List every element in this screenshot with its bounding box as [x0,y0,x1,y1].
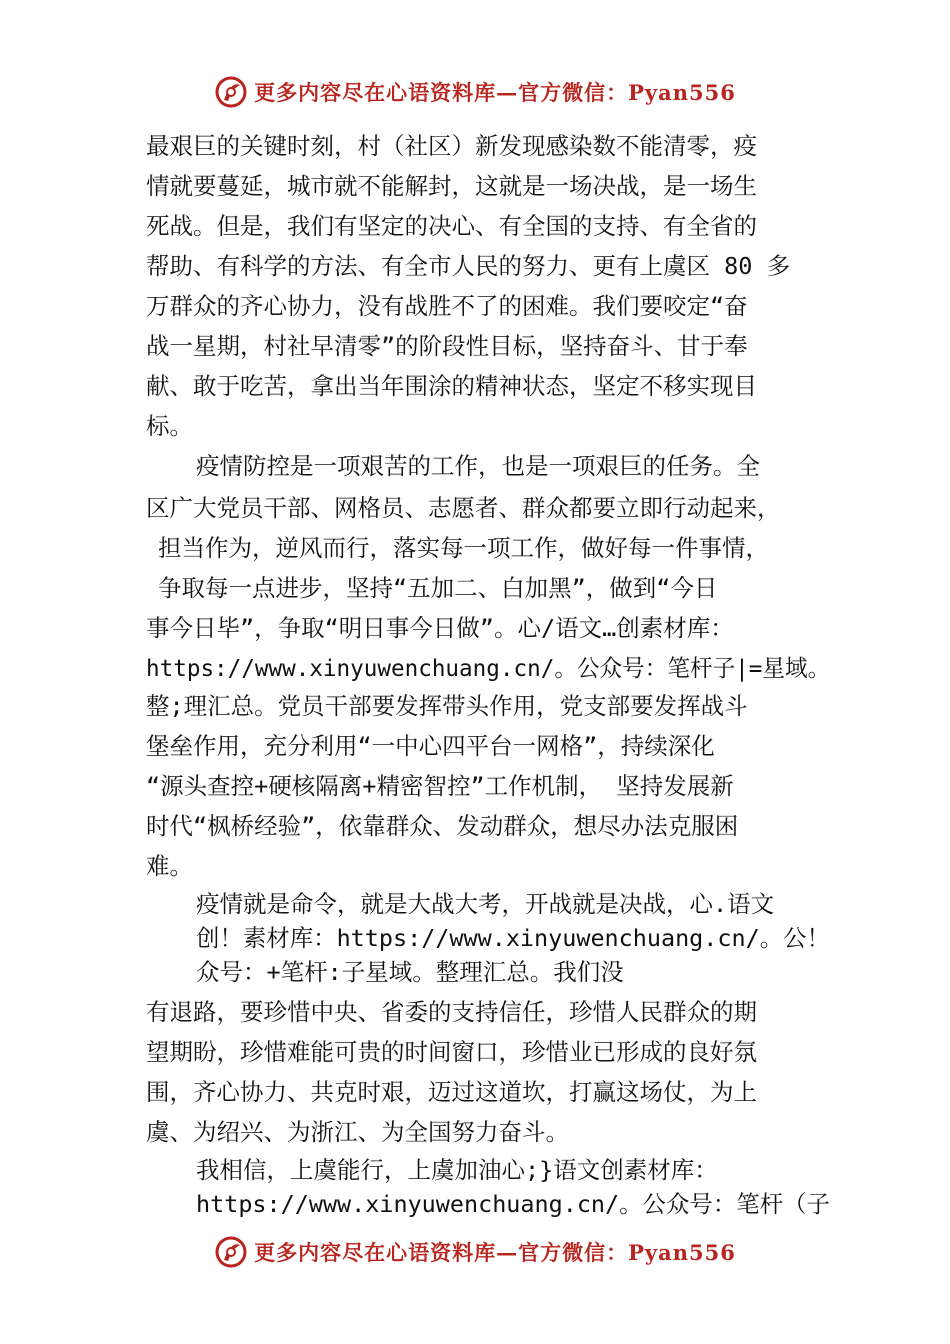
text-line: 围，齐心协力、共克时艰，迈过这道坎，打赢这场仗，为上 [146,1078,757,1106]
logo-icon [214,75,248,109]
text-line: “源头查控+硬核隔离+精密智控”工作机制， 坚持发展新 [146,772,734,800]
footer-banner [0,1232,950,1272]
text-line: 虞、为绍兴、为浙江、为全国努力奋斗。 [146,1118,569,1146]
text-line: 最艰巨的关键时刻，村（社区）新发现感染数不能清零，疫 [146,132,757,160]
text-line: 有退路，要珍惜中央、省委的支持信任，珍惜人民群众的期 [146,998,757,1026]
text-line: 我相信，上虞能行，上虞加油心;}语文创素材库： [196,1156,718,1184]
text-line: 疫情就是命令，就是大战大考，开战就是决战，心.语文 [196,890,775,918]
banner-text: 更多内容尽在心语资料库—官方微信：Pyan556 [254,80,736,105]
text-line: 众号：+笔杆:子星域。整理汇总。我们没 [196,958,624,986]
text-line: https://www.xinyuwenchuang.cn/。公众号：笔杆子|=星域。 [146,654,831,682]
text-line: 堡垒作用，充分利用“一中心四平台一网格”，持续深化 [146,732,715,760]
text-line: 望期盼，珍惜难能可贵的时间窗口，珍惜业已形成的良好氛 [146,1038,757,1066]
text-line: 情就要蔓延，城市就不能解封，这就是一场决战，是一场生 [146,172,757,200]
text-line: 整;理汇总。党员干部要发挥带头作用，党支部要发挥战斗 [146,692,748,720]
text-line: 事今日毕”，争取“明日事今日做”。心/语文…创素材库： [146,614,734,642]
text-line: 难。 [146,852,193,880]
banner-text: 更多内容尽在心语资料库—官方微信：Pyan556 [254,1240,736,1265]
text-line: 标。 [146,412,193,440]
logo-icon [214,1235,248,1269]
text-line: 战一星期，村社早清零”的阶段性目标，坚持奋斗、甘于奉 [146,332,748,360]
header-banner [0,72,950,112]
text-line: 死战。但是，我们有坚定的决心、有全国的支持、有全省的 [146,212,757,240]
text-line: 担当作为，逆风而行，落实每一项工作，做好每一件事情， [158,534,769,562]
text-line: 万群众的齐心协力，没有战胜不了的困难。我们要咬定“奋 [146,292,748,320]
text-line: 区广大党员干部、网格员、志愿者、群众都要立即行动起来， [146,494,781,522]
text-line: 创！素材库：https://www.xinyuwenchuang.cn/。公！ [196,924,830,952]
text-line: 争取每一点进步，坚持“五加二、白加黑”，做到“今日 [158,574,718,602]
text-line: 献、敢于吃苦，拿出当年围涂的精神状态，坚定不移实现目 [146,372,757,400]
text-line: 疫情防控是一项艰苦的工作，也是一项艰巨的任务。全 [196,452,760,480]
text-line: https://www.xinyuwenchuang.cn/。公众号：笔杆（子 [196,1190,830,1218]
text-line: 帮助、有科学的方法、有全市人民的努力、更有上虞区 80 多 [146,252,791,280]
text-line: 时代“枫桥经验”，依靠群众、发动群众，想尽办法克服困 [146,812,739,840]
